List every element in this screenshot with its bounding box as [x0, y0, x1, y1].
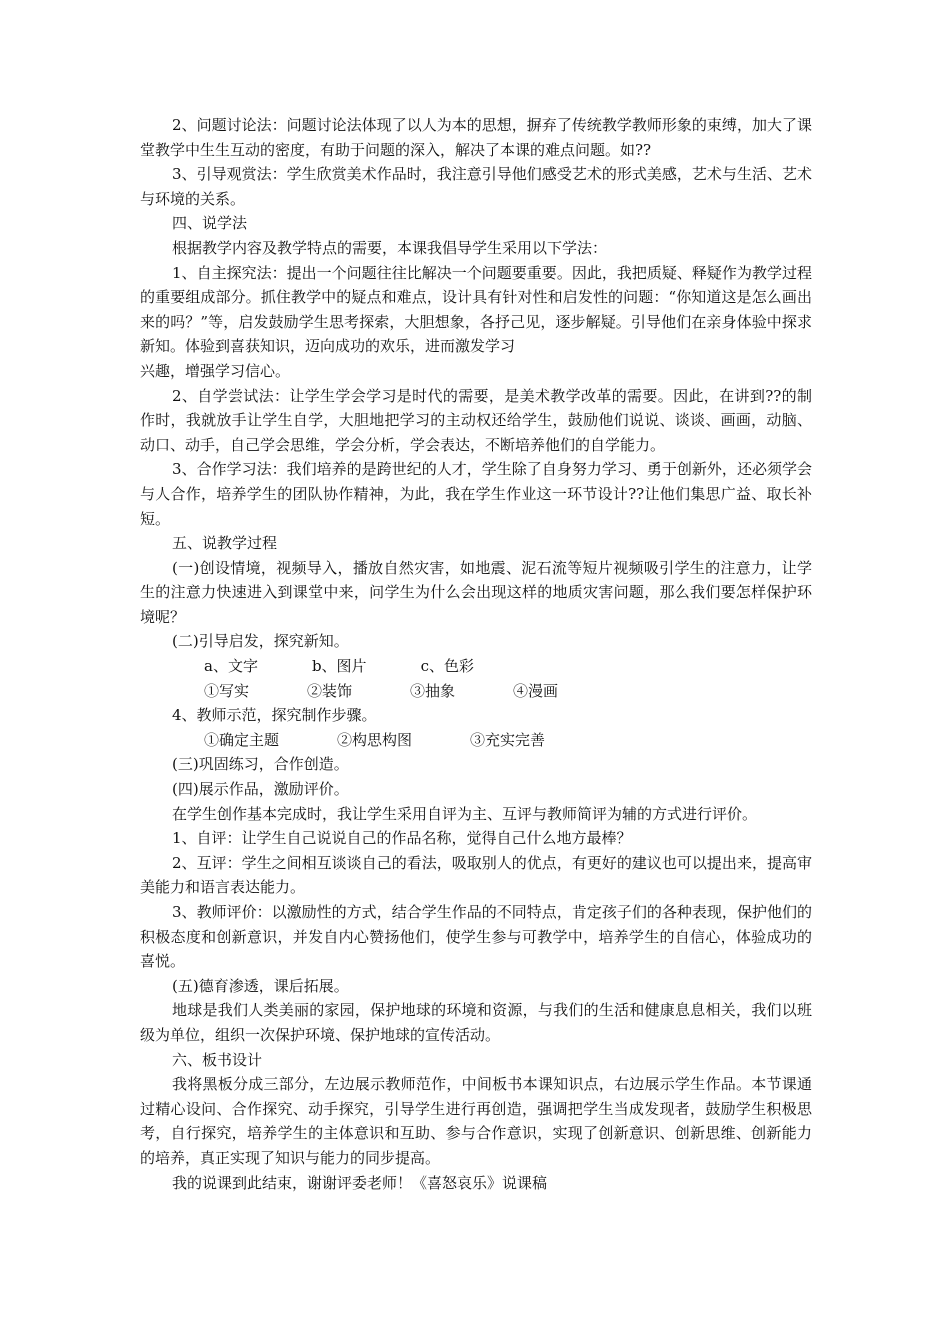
paragraph-step-one: (一)创设情境，视频导入，播放自然灾害，如地震、泥石流等短片视频吸引学生的注意力，让学生的注意力快速进入到课堂中来，问学生为什么会出现这样的地质灾害问题，那么我们要怎样保护环境呢？ [140, 558, 812, 626]
paragraph-self-study: 2、自学尝试法：让学生学会学习是时代的需要，是美术教学改革的需要。因此，在讲到??的制作时，我就放手让学生自学，大胆地把学习的主动权还给学生，鼓励他们说说、谈谈、画画，动脑、动口、动手，自己学会思维，学会分析，学会表达，不断培养他们的自学能力。 [140, 386, 812, 454]
paragraph-step-five: (五)德育渗透，课后拓展。 [172, 976, 349, 995]
paragraph-teacher-evaluation: 3、教师评价：以激励性的方式，结合学生作品的不同特点，肯定孩子们的各种表现，保护他们的积极态度和创新意识，并发自内心赞扬他们，使学生参与可教学中，培养学生的自信心，体验成功的喜悦。 [140, 903, 812, 971]
document-body [140, 113, 812, 1195]
list-steps-item: ③充实完善 [470, 730, 546, 749]
paragraph-step-four: (四)展示作品，激励评价。 [172, 780, 349, 799]
paragraph-self-evaluation: 1、自评：让学生自己说说自己的作品名称，觉得自己什么地方最棒？ [172, 829, 632, 848]
paragraph-step-two: (二)引导启发，探究新知。 [172, 632, 349, 651]
paragraph-evaluation-intro: 在学生创作基本完成时，我让学生采用自评为主、互评与教师简评为辅的方式进行评价。 [172, 804, 758, 823]
list-styles [140, 679, 812, 704]
list-styles-item: ②装饰 [307, 681, 353, 700]
list-styles-item: ①写实 [204, 681, 250, 700]
paragraph-self-exploration: 1、自主探究法：提出一个问题往往比解决一个问题要重要。因此，我把质疑、释疑作为教学过程的重要组成部分。抓住教学中的疑点和难点，设计具有针对性和启发性的问题：“你知道这是怎么画出来的吗？”等，启发鼓励学生思考探索，大胆想象，各抒己见，逐步解疑。引导他们在亲身体验中探求新知。体验到喜获知识，迈向成功的欢乐，进而激发学习 [140, 263, 812, 356]
section-heading-blackboard-design: 六、板书设计 [172, 1050, 263, 1069]
list-abc [140, 654, 812, 679]
paragraph-step-three: (三)巩固练习，合作创造。 [172, 755, 349, 774]
paragraph-closing: 我的说课到此结束，谢谢评委老师！《喜怒哀乐》说课稿 [172, 1173, 548, 1192]
paragraph-peer-evaluation: 2、互评：学生之间相互谈谈自己的看法，吸取别人的优点，有更好的建议也可以提出来，提高审美能力和语言表达能力。 [140, 853, 812, 897]
list-styles-item: ④漫画 [513, 681, 559, 700]
list-styles-item: ③抽象 [410, 681, 456, 700]
paragraph-guided-appreciation: 3、引导观赏法：学生欣赏美术作品时，我注意引导他们感受艺术的形式美感，艺术与生活、艺术与环境的关系。 [140, 165, 812, 208]
list-abc-item: b、图片 [311, 657, 367, 676]
paragraph-discussion-method: 2、问题讨论法：问题讨论法体现了以人为本的思想，摒弃了传统教学教师形象的束缚，加大了课堂教学中生生互动的密度，有助于问题的深入，解决了本课的难点问题。如?? [140, 116, 812, 159]
paragraph-teacher-demo: 4、教师示范，探究制作步骤。 [172, 706, 377, 725]
list-steps-item: ②构思构图 [337, 730, 413, 749]
list-steps-item: ①确定主题 [204, 730, 280, 749]
list-abc-item: a、文字 [204, 657, 258, 676]
paragraph-self-exploration-end: 兴趣，增强学习信心。 [140, 361, 291, 380]
paragraph-learning-intro: 根据教学内容及教学特点的需要，本课我倡导学生采用以下学法： [172, 238, 608, 257]
section-heading-teaching-process: 五、说教学过程 [172, 534, 278, 553]
paragraph-cooperative-learning: 3、合作学习法：我们培养的是跨世纪的人才，学生除了自身努力学习、勇于创新外，还必须学会与人合作，培养学生的团队协作精神，为此，我在学生作业这一环节设计??让他们集思广益、取长补短。 [140, 460, 812, 528]
section-heading-learning-methods: 四、说学法 [172, 214, 248, 233]
list-steps [140, 728, 812, 753]
paragraph-blackboard-design: 我将黑板分成三部分，左边展示教师范作，中间板书本课知识点，右边展示学生作品。本节课通过精心设问、合作探究、动手探究，引导学生进行再创造，强调把学生当成发现者，鼓励学生积极思考，自行探究，培养学生的主体意识和互助、参与合作意识，实现了创新意识、创新思维、创新能力的培养，真正实现了知识与能力的同步提高。 [140, 1075, 812, 1167]
paragraph-earth-protection: 地球是我们人类美丽的家园，保护地球的环境和资源，与我们的生活和健康息息相关，我们以班级为单位，组织一次保护环境、保护地球的宣传活动。 [140, 1001, 812, 1044]
list-abc-item: c、色彩 [420, 657, 474, 676]
